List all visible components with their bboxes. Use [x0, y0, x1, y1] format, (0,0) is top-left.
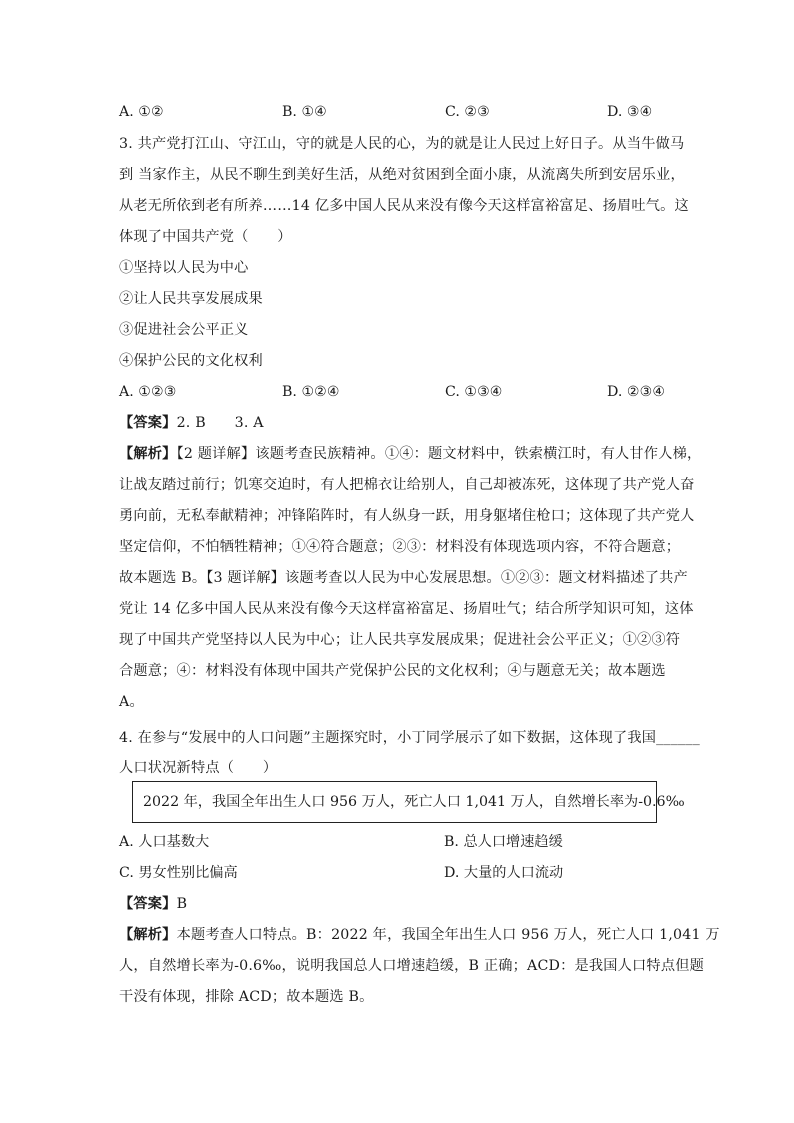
q3-option-b: B. ①②④ — [282, 384, 340, 400]
q2-option-d: D. ③④ — [607, 104, 653, 120]
analysis-2-3-line: A。 — [119, 694, 144, 710]
answer-2-3 — [119, 413, 264, 433]
analysis-4-line: 干没有体现，排除 ACD；故本题选 B。 — [119, 989, 374, 1005]
analysis-2-3-line: 党让 14 亿多中国人民从来没有像今天这样富裕富足、扬眉吐气；结合所学知识可知，这体 — [119, 601, 694, 617]
answer-text: 2. B 3. A — [176, 415, 264, 431]
q4-data-box — [132, 781, 685, 823]
q2-option-b: B. ①④ — [282, 104, 327, 120]
q3-stem-line: 从老无所依到老有所养……14 亿多中国人民从来没有像今天这样富裕富足、扬眉吐气。这 — [119, 198, 689, 214]
analysis-2-3-line: 勇向前，无私奉献精神；冲锋陷阵时，有人纵身一跃，用身躯堵住枪口；这体现了共产党人 — [119, 508, 695, 524]
q4-option-b: B. 总人口增速趋缓 — [444, 834, 563, 850]
analysis-text: 本题考查人口特点。B：2022 年，我国全年出生人口 956 万人，死亡人口 1,041 万 — [176, 927, 720, 943]
q4-option-d: D. 大量的人口流动 — [444, 865, 564, 881]
q3-statement-1: ①坚持以人民为中心 — [119, 260, 249, 276]
q3-option-c: C. ①③④ — [445, 384, 503, 400]
analysis-2-3-line: 现了中国共产党坚持以人民为中心；让人民共享发展成果；促进社会公平正义；①②③符 — [119, 632, 681, 648]
q4-data-text: 2022 年，我国全年出生人口 956 万人，死亡人口 1,041 万人，自然增长率为-0.6‰ — [143, 794, 685, 810]
answer-4 — [119, 894, 187, 914]
analysis-2-3-line: 坚定信仰，不怕牺牲精神；①④符合题意；②③：材料没有体现选项内容，不符合题意； — [119, 539, 681, 555]
q3-option-d: D. ②③④ — [607, 384, 666, 400]
q3-stem-line: 到 当家作主，从民不聊生到美好生活，从绝对贫困到全面小康，从流离失所到安居乐业， — [119, 167, 685, 183]
q4-stem-line: 4. 在参与“发展中的人口问题”主题探究时，小丁同学展示了如下数据，这体现了我国______ — [119, 730, 700, 746]
analysis-2-3-line: 故本题选 B。【3 题详解】该题考查以人民为中心发展思想。①②③：题文材料描述了共产 — [119, 570, 688, 586]
q4-option-c: C. 男女性别比偏高 — [119, 865, 238, 881]
q3-stem-line: 3. 共产党打江山、守江山，守的就是人民的心，为的就是让人民过上好日子。从当牛做马 — [119, 136, 685, 152]
q2-option-c: C. ②③ — [445, 104, 490, 120]
analysis-4-line — [119, 925, 720, 945]
q4-stem-line: 人口状况新特点（ ） — [119, 760, 278, 776]
q3-statement-4: ④保护公民的文化权利 — [119, 353, 263, 369]
analysis-label: 【解析】 — [119, 446, 177, 462]
analysis-2-3-line: 合题意；④：材料没有体现中国共产党保护公民的文化权利；④与题意无关；故本题选 — [119, 663, 666, 679]
answer-label: 【答案】 — [119, 896, 177, 912]
analysis-2-3-line — [119, 444, 701, 464]
q4-option-a: A. 人口基数大 — [119, 834, 210, 850]
analysis-text: 【2 题详解】该题考查民族精神。①④：题文材料中，铁索横江时，有人甘作人梯， — [176, 446, 702, 462]
q3-statement-2: ②让人民共享发展成果 — [119, 291, 263, 307]
q3-option-a: A. ①②③ — [119, 384, 177, 400]
q3-stem-line: 体现了中国共产党（ ） — [119, 229, 292, 245]
answer-label: 【答案】 — [119, 415, 177, 431]
analysis-label: 【解析】 — [119, 927, 177, 943]
q3-statement-3: ③促进社会公平正义 — [119, 322, 249, 338]
analysis-2-3-line: 让战友踏过前行；饥寒交迫时，有人把棉衣让给别人，自己却被冻死，这体现了共产党人奋 — [119, 477, 695, 493]
answer-text: B — [176, 896, 188, 912]
analysis-4-line: 人，自然增长率为-0.6‰，说明我国总人口增速趋缓，B 正确；ACD：是我国人口特点但题 — [119, 958, 704, 974]
q2-option-a: A. ①② — [119, 104, 164, 120]
